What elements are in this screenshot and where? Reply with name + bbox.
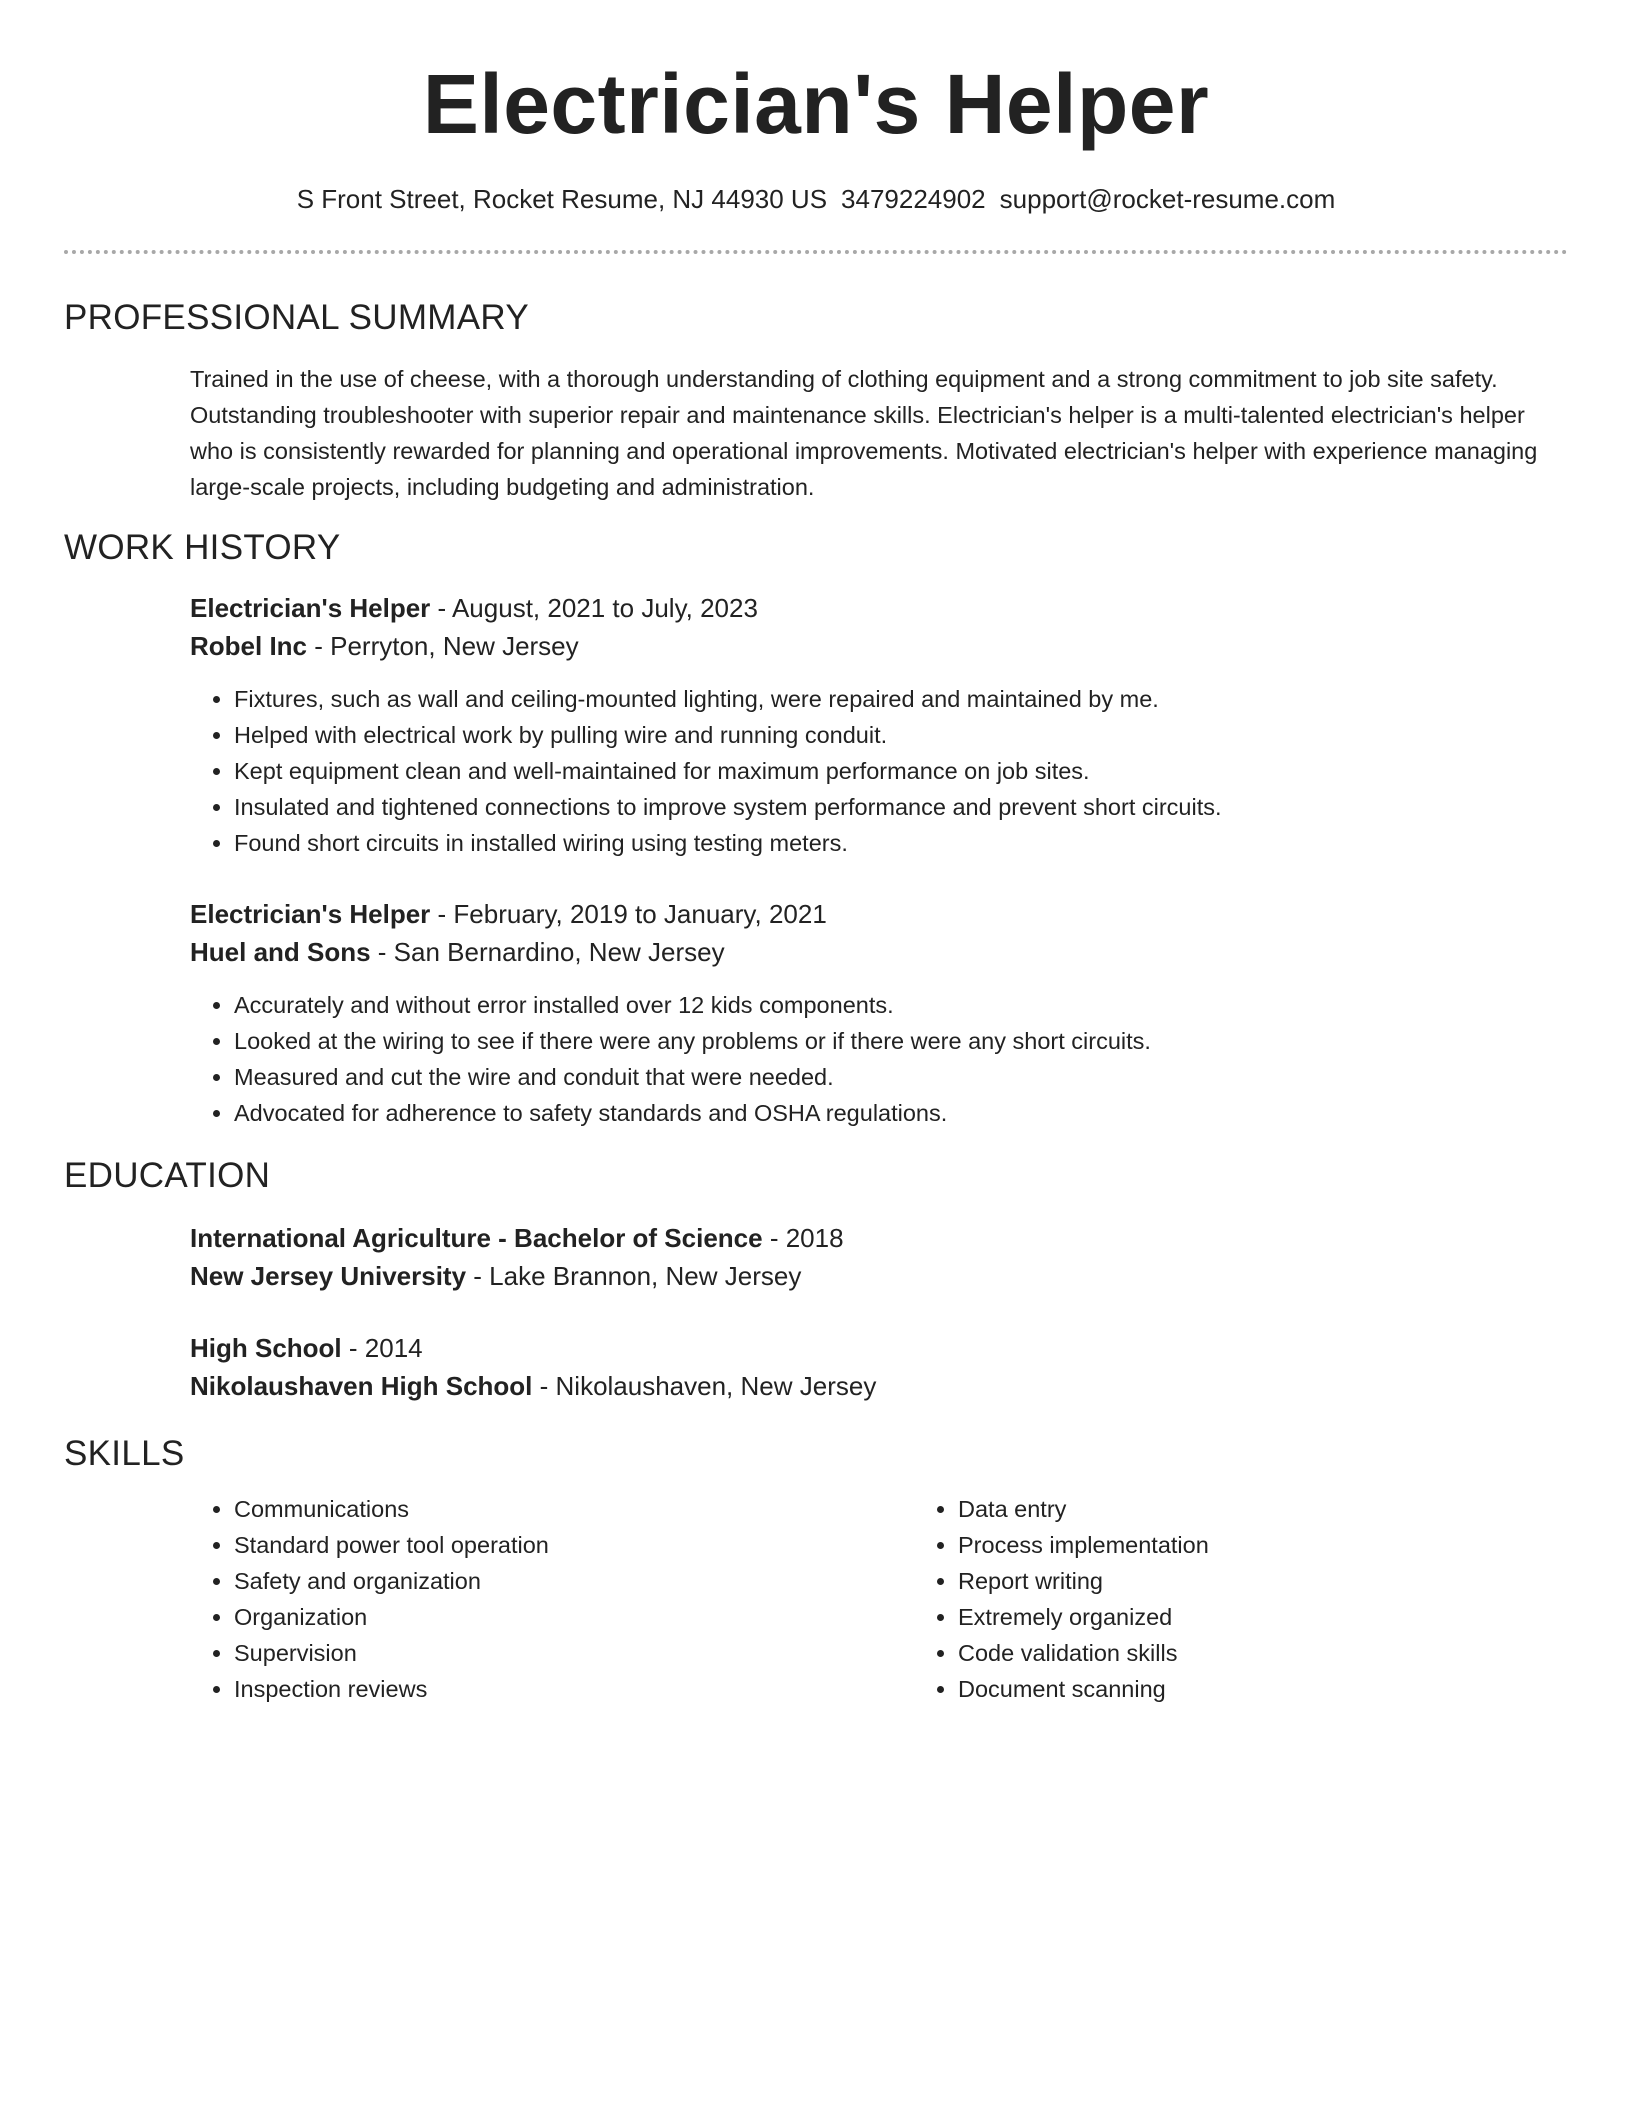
contact-email: support@rocket-resume.com <box>999 184 1336 214</box>
job-duties <box>190 681 1568 861</box>
school-line <box>190 1367 1568 1405</box>
list-item: • Communications <box>234 1491 914 1527</box>
list-item: • Accurately and without error installed over 12 kids components. <box>234 987 1568 1023</box>
job-company: Huel and Sons <box>190 937 371 967</box>
section-title-summary: PROFESSIONAL SUMMARY <box>64 298 529 337</box>
education-entry <box>190 1219 1568 1295</box>
list-item: • Kept equipment clean and well-maintained for maximum performance on job sites. <box>234 753 1568 789</box>
summary-section <box>190 361 1568 505</box>
list-item: • Standard power tool operation <box>234 1527 914 1563</box>
skills-section <box>190 1491 1568 1707</box>
list-item: • Looked at the wiring to see if there were any problems or if there were any short circuits. <box>234 1023 1568 1059</box>
resume-page <box>64 0 1568 1707</box>
school-line <box>190 1257 1568 1295</box>
list-item: • Advocated for adherence to safety standards and OSHA regulations. <box>234 1095 1568 1131</box>
skills-list-right <box>914 1491 1632 1707</box>
section-title-education: EDUCATION <box>64 1156 271 1195</box>
list-item: • Inspection reviews <box>234 1671 914 1707</box>
job-title-line <box>190 895 1568 933</box>
summary-text: Trained in the use of cheese, with a thorough understanding of clothing equipment and a strong commitment to job site safety. Outstanding troubleshooter with superior repair and maintenance skills. Electrician's helper is a multi-talented electrician's helper who is consistently rewarded for planning and operational improvements. Motivated electrician's helper with experience managing large-scale projects, including budgeting and administration. <box>190 366 1538 500</box>
job-role: Electrician's Helper <box>190 899 431 929</box>
job-dates: - August, 2021 to July, 2023 <box>430 593 758 623</box>
list-item: • Safety and organization <box>234 1563 914 1599</box>
list-item: • Helped with electrical work by pulling wire and running conduit. <box>234 717 1568 753</box>
degree-year: - 2014 <box>341 1333 423 1363</box>
education-section <box>190 1219 1568 1405</box>
list-item: • Organization <box>234 1599 914 1635</box>
job-location: - San Bernardino, New Jersey <box>370 937 725 967</box>
degree: International Agriculture - Bachelor of Science <box>190 1223 763 1253</box>
list-item: • Extremely organized <box>958 1599 1632 1635</box>
contact-address: S Front Street, Rocket Resume, NJ 44930 US <box>296 184 828 214</box>
list-item: • Code validation skills <box>958 1635 1632 1671</box>
job-entry <box>190 589 1568 861</box>
job-company-line <box>190 933 1568 971</box>
list-item: • Found short circuits in installed wiring using testing meters. <box>234 825 1568 861</box>
contact-phone: 3479224902 <box>841 184 986 214</box>
school-location: - Nikolaushaven, New Jersey <box>532 1371 877 1401</box>
degree-year: - 2018 <box>762 1223 844 1253</box>
job-company: Robel Inc <box>190 631 308 661</box>
job-dates: - February, 2019 to January, 2021 <box>430 899 827 929</box>
list-item: • Measured and cut the wire and conduit that were needed. <box>234 1059 1568 1095</box>
list-item: • Data entry <box>958 1491 1632 1527</box>
list-item: • Report writing <box>958 1563 1632 1599</box>
list-item: • Document scanning <box>958 1671 1632 1707</box>
degree-line <box>190 1329 1568 1367</box>
list-item: • Process implementation <box>958 1527 1632 1563</box>
section-title-work-history: WORK HISTORY <box>64 528 341 567</box>
work-history-section <box>190 589 1568 1131</box>
degree-line <box>190 1219 1568 1257</box>
school: Nikolaushaven High School <box>190 1371 533 1401</box>
header-divider <box>64 250 1568 254</box>
skills-columns <box>190 1491 1568 1707</box>
list-item: • Fixtures, such as wall and ceiling-mounted lighting, were repaired and maintained by me. <box>234 681 1568 717</box>
contact-line <box>64 182 1568 216</box>
education-entry <box>190 1329 1568 1405</box>
job-company-line <box>190 627 1568 665</box>
job-role: Electrician's Helper <box>190 593 431 623</box>
degree: High School <box>190 1333 342 1363</box>
job-entry <box>190 895 1568 1131</box>
job-duties <box>190 987 1568 1131</box>
page-title: Electrician's Helper <box>422 57 1210 151</box>
school: New Jersey University <box>190 1261 467 1291</box>
job-title-line <box>190 589 1568 627</box>
skills-list-left <box>190 1491 914 1707</box>
list-item: • Supervision <box>234 1635 914 1671</box>
school-location: - Lake Brannon, New Jersey <box>466 1261 802 1291</box>
section-title-skills: SKILLS <box>64 1434 185 1473</box>
list-item: • Insulated and tightened connections to improve system performance and prevent short circuits. <box>234 789 1568 825</box>
job-location: - Perryton, New Jersey <box>307 631 579 661</box>
